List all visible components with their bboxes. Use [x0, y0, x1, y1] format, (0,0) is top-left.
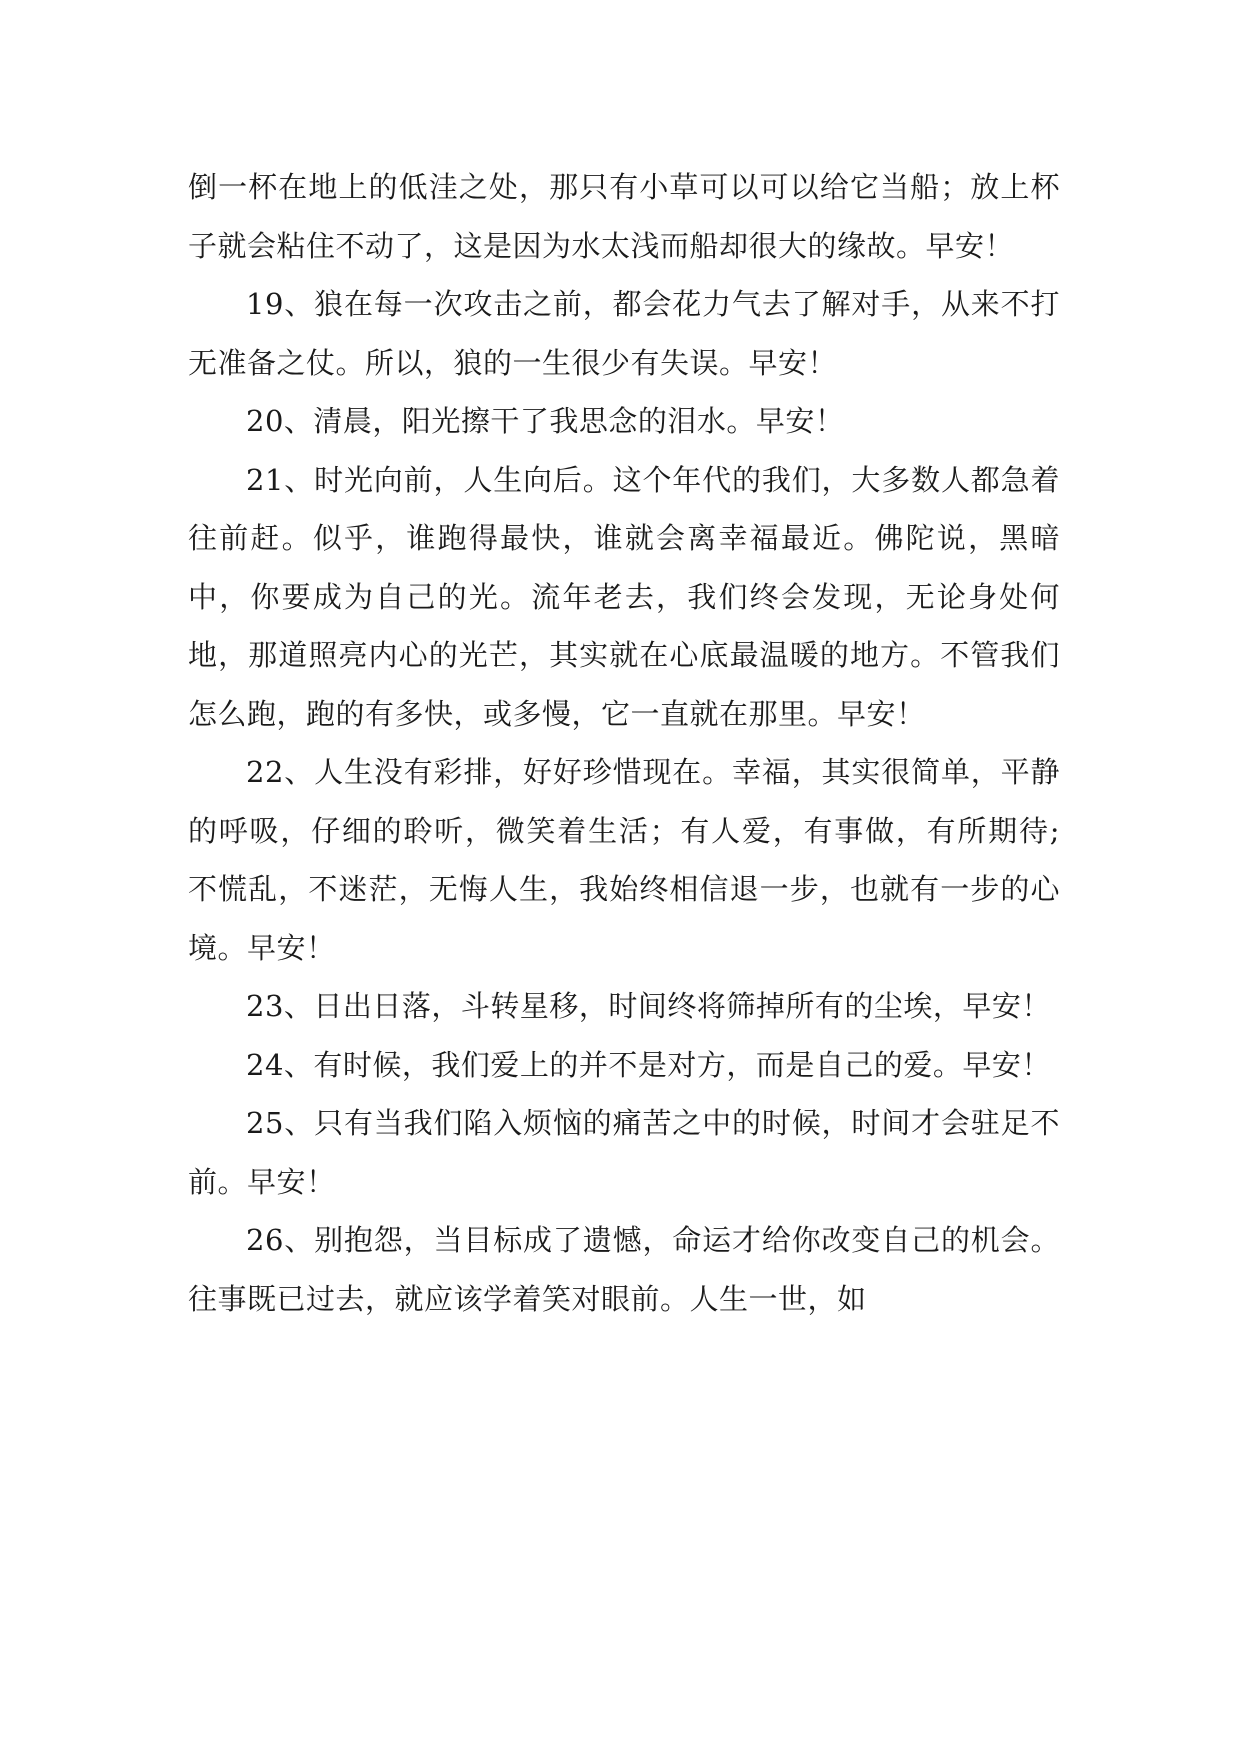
- paragraph-continuation: 倒一杯在地上的低洼之处，那只有小草可以可以给它当船；放上杯子就会粘住不动了，这是因为水太浅而船却很大的缘故。早安！: [188, 170, 1060, 263]
- paragraph-20: 20、清晨，阳光擦干了我思念的泪水。早安！: [246, 404, 845, 438]
- paragraph-26: 26、别抱怨，当目标成了遗憾，命运才给你改变自己的机会。往事既已过去，就应该学着笑对眼前。人生一世，如: [188, 1223, 1060, 1316]
- paragraph-21: 21、时光向前，人生向后。这个年代的我们，大多数人都急着往前赶。似乎，谁跑得最快，谁就会离幸福最近。佛陀说，黑暗中，你要成为自己的光。流年老去，我们终会发现，无论身处何地，那道照亮内心的光芒，其实就在心底最温暖的地方。不管我们怎么跑，跑的有多快，或多慢，它一直就在那里。早安！: [188, 462, 1060, 731]
- paragraph-25: 25、只有当我们陷入烦恼的痛苦之中的时候，时间才会驻足不前。早安！: [188, 1106, 1060, 1199]
- paragraph-23: 23、日出日落，斗转星移，时间终将筛掉所有的尘埃，早安！: [246, 989, 1051, 1023]
- document-page: [188, 158, 1060, 1328]
- paragraph-22: 22、人生没有彩排，好好珍惜现在。幸福，其实很简单，平静的呼吸，仔细的聆听，微笑着生活；有人爱，有事做，有所期待; 不慌乱，不迷茫，无悔人生，我始终相信退一步，也就有一步的心境。早安！: [188, 755, 1060, 965]
- paragraph-24: 24、有时候，我们爱上的并不是对方，而是自己的爱。早安！: [246, 1047, 1051, 1082]
- paragraph-19: 19、狼在每一次攻击之前，都会花力气去了解对手，从来不打无准备之仗。所以，狼的一生很少有失误。早安！: [188, 287, 1060, 380]
